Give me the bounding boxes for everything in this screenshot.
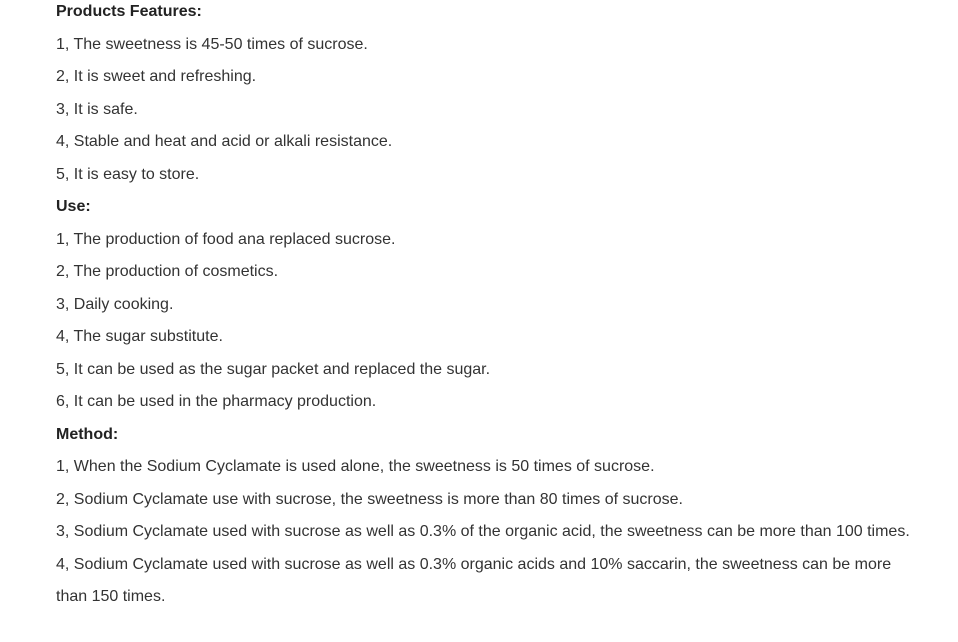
use-item-3: 3, Daily cooking.	[56, 295, 174, 313]
use-item-1: 1, The production of food ana replaced sucrose.	[56, 230, 396, 248]
features-item-3: 3, It is safe.	[56, 100, 138, 118]
use-item-4: 4, The sugar substitute.	[56, 328, 223, 345]
features-item-5: 5, It is easy to store.	[56, 165, 200, 183]
use-heading: Use:	[56, 198, 91, 215]
method-item-1: 1, When the Sodium Cyclamate is used alone, the sweetness is 50 times of sucrose.	[56, 458, 655, 475]
features-item-1: 1, The sweetness is 45-50 times of sucrose.	[56, 35, 368, 53]
use-item-5: 5, It can be used as the sugar packet and replaced the sugar.	[56, 360, 491, 378]
product-description	[56, 0, 916, 614]
method-heading: Method:	[56, 425, 119, 443]
method-item-2: 2, Sodium Cyclamate use with sucrose, the sweetness is more than 80 times of sucrose.	[56, 490, 683, 508]
method-item-3: 3, Sodium Cyclamate used with sucrose as well as 0.3% of the organic acid, the sweetness can be more than 100 times.	[56, 523, 910, 540]
features-item-2: 2, It is sweet and refreshing.	[56, 68, 257, 85]
use-item-6: 6, It can be used in the pharmacy production.	[56, 393, 377, 410]
features-heading: Products Features:	[56, 3, 202, 20]
method-item-4: 4, Sodium Cyclamate used with sucrose as well as 0.3% organic acids and 10% saccarin, the sweetness can be more than 150 times.	[56, 555, 892, 605]
use-item-2: 2, The production of cosmetics.	[56, 263, 279, 280]
features-item-4: 4, Stable and heat and acid or alkali resistance.	[56, 133, 393, 150]
